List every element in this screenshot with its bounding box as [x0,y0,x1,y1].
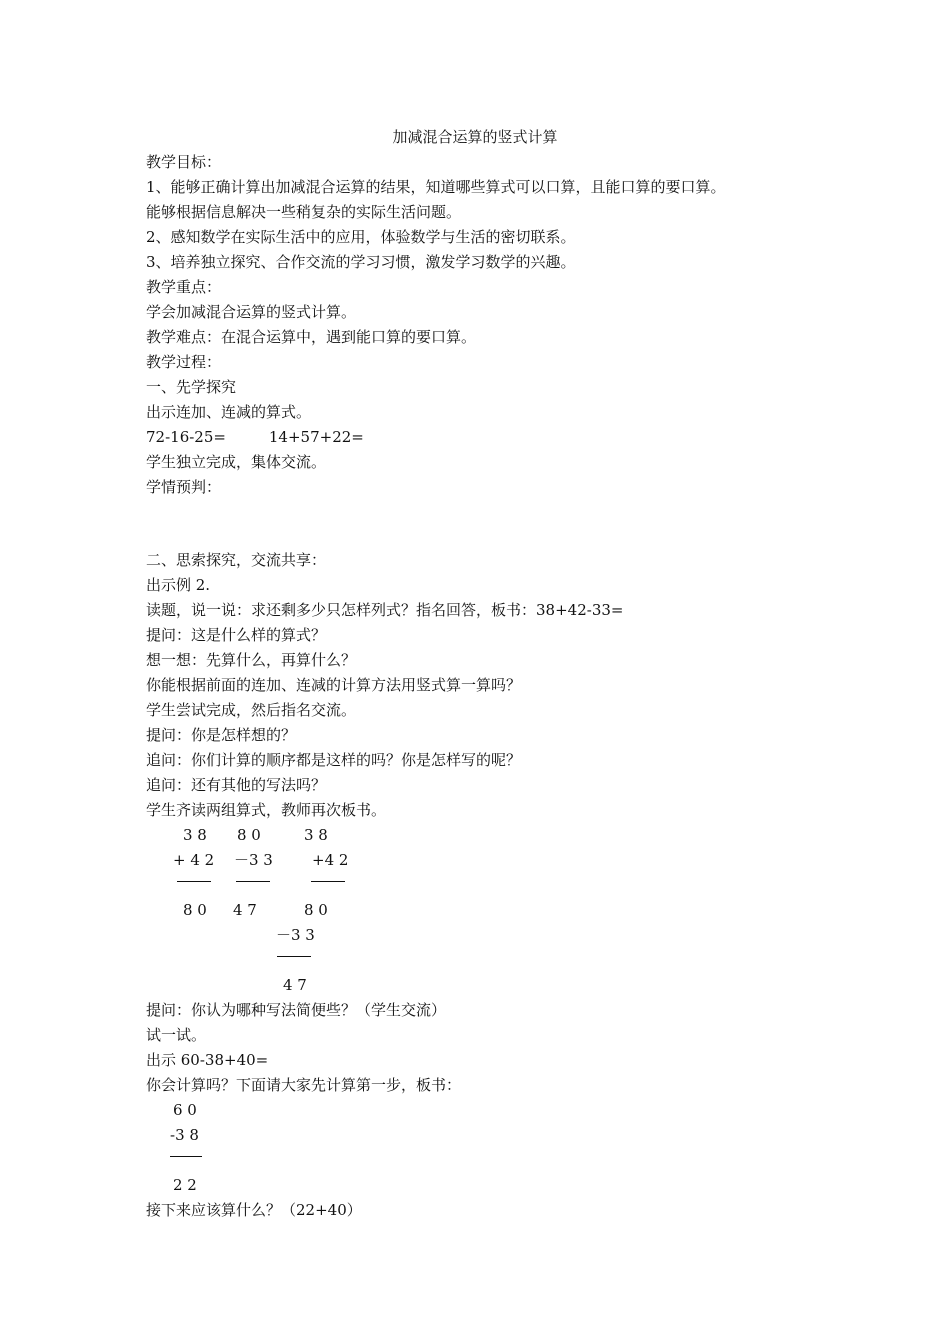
text-line: 72-16-25= 14+57+22= [146,428,364,446]
text-line: 学生独立完成，集体交流。 [146,453,327,471]
text-line: 能够根据信息解决一些稍复杂的实际生活问题。 [146,203,462,221]
text-line: 教学过程： [146,353,222,371]
text-line: 提问：你是怎样想的？ [146,726,297,744]
calc3-rule [311,881,345,882]
calc4-result: 2 2 [173,1176,197,1194]
calc1-top: 3 8 [183,826,207,844]
text-line: 出示例 2. [146,576,211,594]
calc2-rule [236,881,270,882]
text-line: 1、能够正确计算出加减混合运算的结果，知道哪些算式可以口算，且能口算的要口算。 [146,178,726,196]
text-line: 试一试。 [146,1026,207,1044]
text-line: 教学目标： [146,153,222,171]
calc4-rule [170,1156,202,1157]
text-line: 读题，说一说：求还剩多少只怎样列式？指名回答，板书：38+42-33= [146,601,624,619]
calc1-operand: + 4 2 [173,851,215,869]
text-line: 教学重点： [146,278,222,296]
text-line: 你能根据前面的连加、连减的计算方法用竖式算一算吗？ [146,676,522,694]
text-line: 一、先学探究 [146,378,237,396]
calc3-rule2 [277,956,311,957]
text-line: 接下来应该算什么？（22+40） [146,1201,362,1219]
text-line: 教学难点：在混合运算中，遇到能口算的要口算。 [146,328,477,346]
text-line: 追问：你们计算的顺序都是这样的吗？你是怎样写的呢？ [146,751,522,769]
text-line: 出示 60-38+40= [146,1051,269,1069]
calc3-top: 3 8 [304,826,328,844]
text-line: 2、感知数学在实际生活中的应用，体验数学与生活的密切联系。 [146,228,576,246]
calc4-top: 6 0 [173,1101,197,1119]
calc2-top: 8 0 [237,826,261,844]
text-line: 学会加减混合运算的竖式计算。 [146,303,357,321]
text-line: 二、思索探究，交流共享： [146,551,327,569]
text-line: 出示连加、连减的算式。 [146,403,312,421]
text-line: 学生尝试完成，然后指名交流。 [146,701,357,719]
calc3-operand: +4 2 [312,851,349,869]
calc1-rule [177,881,211,882]
text-line: 提问：你认为哪种写法简便些？（学生交流） [146,1001,447,1019]
calc3-middle: 8 0 [304,901,328,919]
text-line: 你会计算吗？下面请大家先计算第一步，板书： [146,1076,462,1094]
text-line: 3、培养独立探究、合作交流的学习习惯，激发学习数学的兴趣。 [146,253,576,271]
calc2-result: 4 7 [233,901,257,919]
text-line: 提问：这是什么样的算式？ [146,626,327,644]
text-line: 想一想：先算什么，再算什么？ [146,651,357,669]
calc3-operand2: －3 3 [276,926,315,944]
document-title: 加减混合运算的竖式计算 [392,128,558,146]
text-line: 学生齐读两组算式，教师再次板书。 [146,801,387,819]
calc2-operand: －3 3 [234,851,273,869]
calc3-result: 4 7 [283,976,307,994]
text-line: 追问：还有其他的写法吗？ [146,776,327,794]
text-line: 学情预判： [146,478,222,496]
calc4-operand: -3 8 [170,1126,199,1144]
calc1-result: 8 0 [183,901,207,919]
